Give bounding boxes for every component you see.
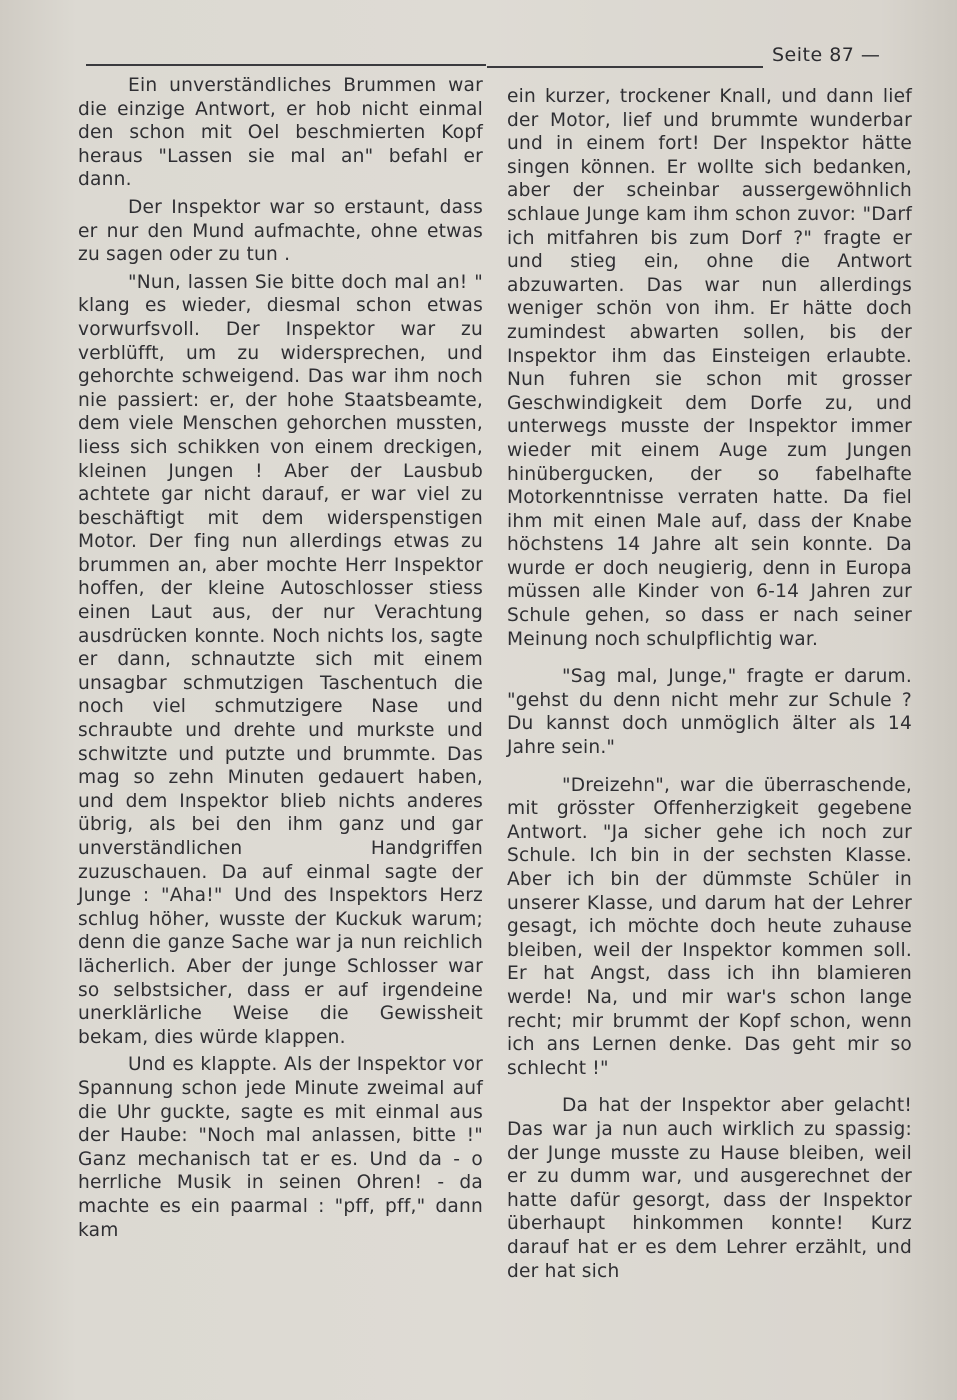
paragraph: Ein unverständliches Brummen war die einzige Antwort, er hob nicht einmal den schon mit Oel beschmierten Kopf heraus "Lassen sie mal an" befahl er dann. <box>78 75 483 191</box>
paragraph: "Sag mal, Junge," fragte er darum. "gehst du denn nicht mehr zur Schule ? Du kannst doch unmöglich älter als 14 Jahre sein." <box>507 666 912 759</box>
paragraph: Da hat der Inspektor aber gelacht! Das war ja nun auch wirklich zu spassig: der Junge musste zu Hause bleiben, weil er zu dumm war, und ausgerechnet der hatte dafür gesorgt, dass der Inspektor überhaupt hinkommen konnte! Kurz darauf hat er es dem Lehrer erzählt, und der hat sich <box>507 1095 912 1282</box>
header-rule <box>86 64 486 66</box>
paragraph: ein kurzer, trockener Knall, und dann lief der Motor, lief und brummte wunderbar und in einem fort! Der Inspektor hätte singen können. Er wollte sich bedanken, aber der scheinbar aussergewöhnlich schlaue Junge kam ihm schon zuvor: "Darf ich mitfahren bis zum Dorf ?" fragte er und stieg ein, ohne die Antwort abzuwarten. Das war nun allerdings weniger schön von ihm. Er hätte doch zumindest abwarten sollen, bis der Inspektor ihm das Einsteigen erlaubte. Nun fuhren sie schon mit grosser Geschwindigkeit dem Dorfe zu, und unterwegs musste der Inspektor immer wieder mit einem Auge zum Jungen hinübergucken, der so fabelhafte Motorkenntnisse verraten hatte. Da fiel ihm mit einen Male auf, dass der Knabe höchstens 14 Jahre alt sein konnte. Da wurde er doch neugierig, denn in Europa müssen alle Kinder von 6-14 Jahren zur Schule gehen, so dass er nach seiner Meinung noch schulpflichtig war. <box>507 86 912 650</box>
paragraph: "Nun, lassen Sie bitte doch mal an! " klang es wieder, diesmal schon etwas vorwurfsvoll. Der Inspektor war zu verblüfft, um zu widersprechen, und gehorchte schweigend. Das war ihm noch nie passiert: er, der hohe Staatsbeamte, dem viele Menschen gehorchen mussten, liess sich schikken von einem dreckigen, kleinen Jungen ! Aber der Lausbub achtete gar nicht darauf, er war viel zu beschäftigt mit dem widerspenstigen Motor. Der fing nun allerdings etwas zu brummen an, aber mochte Herr Inspektor hoffen, der kleine Autoschlosser stiess einen Laut aus, der nur Verachtung ausdrücken konnte. Noch nichts los, sagte er dann, schnautzte sich mit einem unsagbar schmutzigen Taschentuch die noch viel schmutzigere Nase und schraubte und drehte und murkste und schwitzte und putzte und brummte. Das mag so zehn Minuten gedauert haben, und dem Inspektor blieb nichts anderes übrig, als bei den ihm ganz und gar unverständlichen Handgriffen zuzuschauen. Da auf einmal sagte der Junge : "Aha!" Und des Inspektors Herz schlug höher, wusste der Kuckuk warum; denn die ganze Sache war ja nun reichlich lächerlich. Aber der junge Schlosser war so selbstsicher, dass er auf irgendeine unerklärliche Weise die Gewissheit bekam, dies würde klappen. <box>78 271 483 1048</box>
paragraph: Und es klappte. Als der Inspektor vor Spannung schon jede Minute zweimal auf die Uhr guckte, sagte es mit einmal aus der Haube: "Noch mal anlassen, bitte !" Ganz mechanisch tat er es. Und da - o herrliche Musik in seinen Ohren! - da machte es ein paarmal : "pff, pff," dann kam <box>78 1054 483 1241</box>
header-rule <box>487 66 763 68</box>
page-number: Seite 87 — <box>772 44 881 66</box>
paragraph: Der Inspektor war so erstaunt, dass er nur den Mund aufmachte, ohne etwas zu sagen oder zu tun . <box>78 196 483 266</box>
left-text-column <box>78 74 483 1246</box>
paragraph: "Dreizehn", war die überraschende, mit grösster Offenherzigkeit gegebene Antwort. "Ja sicher gehe ich noch zur Schule. Ich bin in der sechsten Klasse. Aber ich bin der dümmste Schüler in unserer Klasse, und darum hat der Lehrer gesagt, ich möchte doch heute zuhause bleiben, weil der Inspektor kommen soll. Er hat Angst, dass ich ihn blamieren werde! Na, und mir war's schon lange recht; mir brummt der Kopf schon, wenn ich ans Lernen denke. Das geht mir so schlecht !" <box>507 774 912 1079</box>
right-text-column <box>507 85 912 1297</box>
